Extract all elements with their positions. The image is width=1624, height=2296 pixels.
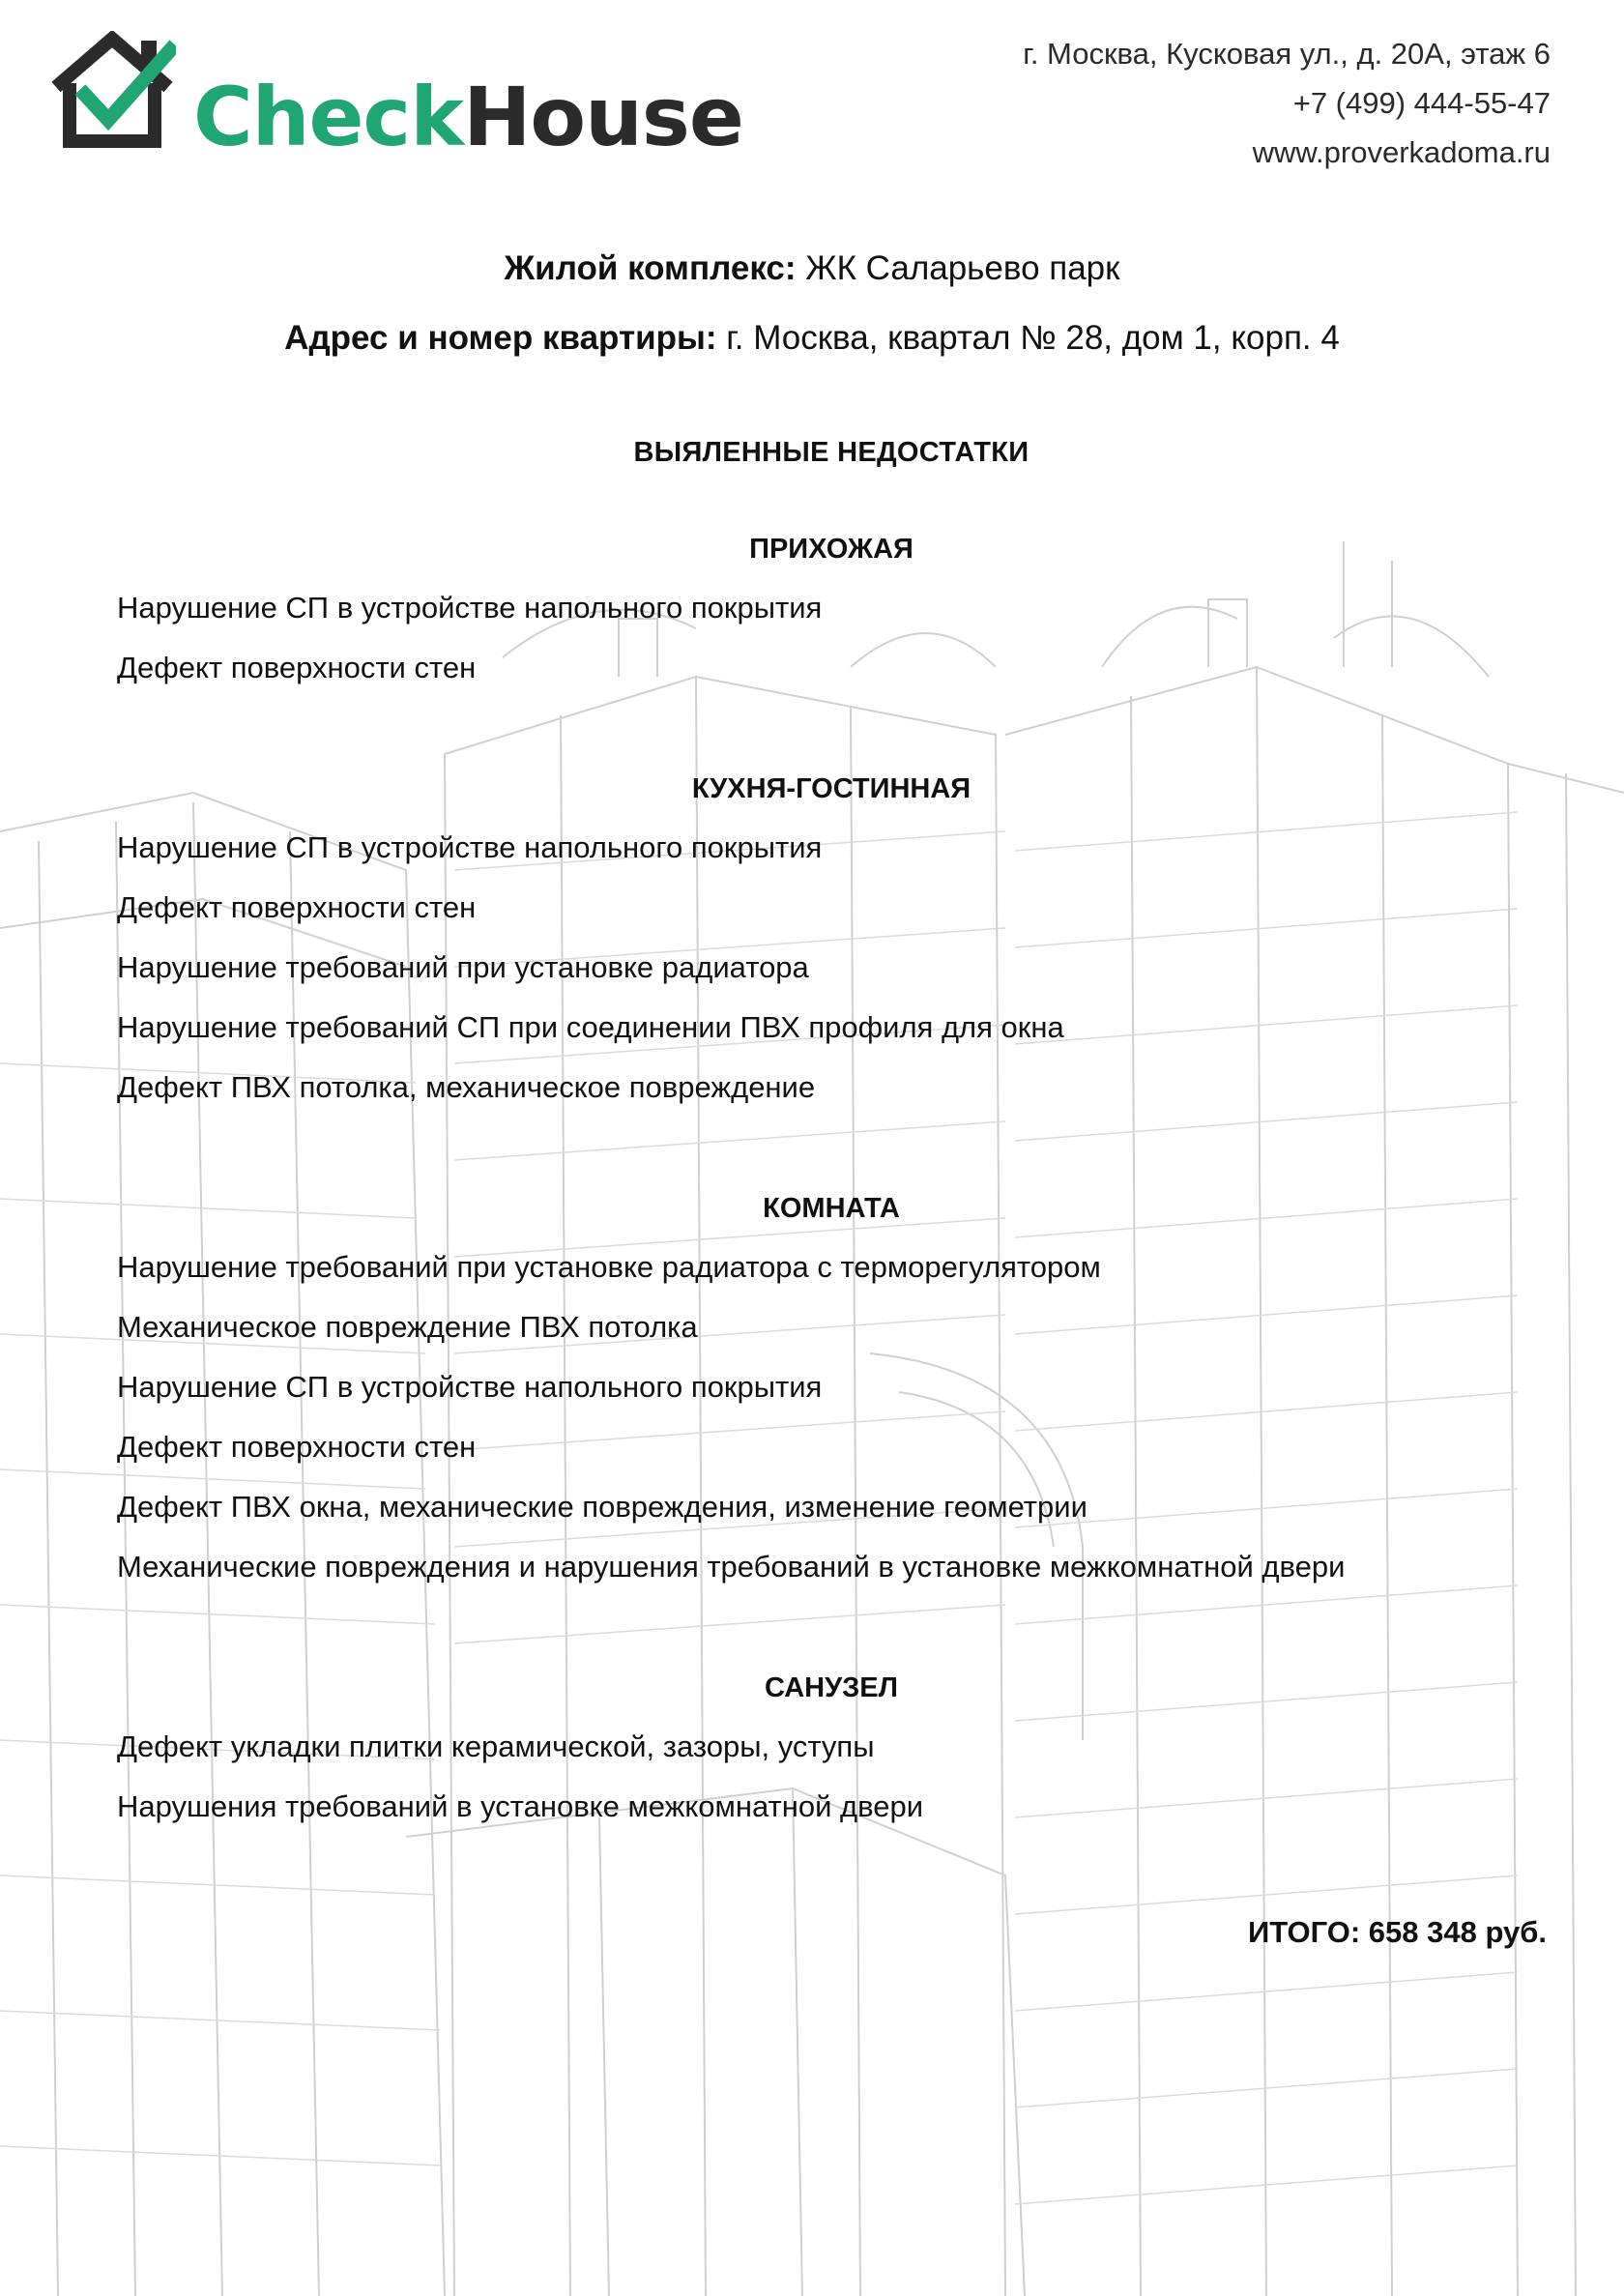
complex-label: Жилой комплекс:	[504, 249, 797, 287]
address-label: Адрес и номер квартиры:	[284, 319, 717, 357]
defect-item: Нарушение СП в устройстве напольного покрытия	[117, 830, 823, 864]
defect-item: Дефект поверхности стен	[117, 1430, 477, 1464]
address-value: г. Москва, квартал № 28, дом 1, корп. 4	[726, 319, 1340, 357]
total-amount: ИТОГО: 658 348 руб.	[1248, 1915, 1547, 1949]
room-title: КУХНЯ-ГОСТИННАЯ	[691, 773, 972, 804]
brand-name-check: Check	[193, 70, 464, 164]
defect-item: Дефект ПВХ потолка, механическое повреждение	[117, 1070, 816, 1104]
defects-title: ВЫЯЛЕННЫЕ НЕДОСТАТКИ	[633, 437, 1030, 468]
defect-item: Дефект укладки плитки керамической, зазоры, уступы	[117, 1729, 875, 1763]
brand-name-house: House	[463, 70, 743, 164]
brand-name	[193, 70, 743, 164]
defect-item: Нарушение требований при установке радиатора	[117, 950, 809, 984]
defect-item: Механические повреждения и нарушения требований в установке межкомнатной двери	[117, 1550, 1346, 1584]
defect-item: Дефект поверхности стен	[117, 651, 477, 684]
complex-line	[0, 247, 1624, 290]
room-title: КОМНАТА	[763, 1193, 900, 1224]
defect-item: Нарушение СП в устройстве напольного покрытия	[117, 1370, 823, 1404]
room-title: ПРИХОЖАЯ	[749, 534, 914, 565]
complex-value: ЖК Саларьево парк	[805, 249, 1120, 287]
company-contacts	[1023, 29, 1551, 177]
defect-item: Нарушения требований в установке межкомнатной двери	[117, 1789, 924, 1823]
defect-item: Дефект ПВХ окна, механические повреждения, изменение геометрии	[117, 1490, 1088, 1524]
defect-item: Нарушение требований СП при соединении ПВХ профиля для окна	[117, 1010, 1064, 1044]
house-checkmark-icon	[48, 31, 176, 151]
address-line	[0, 317, 1624, 360]
company-website: www.proverkadoma.ru	[1252, 135, 1551, 169]
defect-item: Механическое повреждение ПВХ потолка	[117, 1310, 698, 1344]
defect-item: Нарушение СП в устройстве напольного покрытия	[117, 591, 823, 625]
defect-item: Дефект поверхности стен	[117, 890, 477, 924]
company-address: г. Москва, Кусковая ул., д. 20А, этаж 6	[1023, 37, 1551, 71]
company-phone: +7 (499) 444-55-47	[1292, 86, 1551, 120]
room-title: САНУЗЕЛ	[764, 1672, 898, 1703]
defect-item: Нарушение требований при установке радиатора с терморегулятором	[117, 1250, 1101, 1284]
